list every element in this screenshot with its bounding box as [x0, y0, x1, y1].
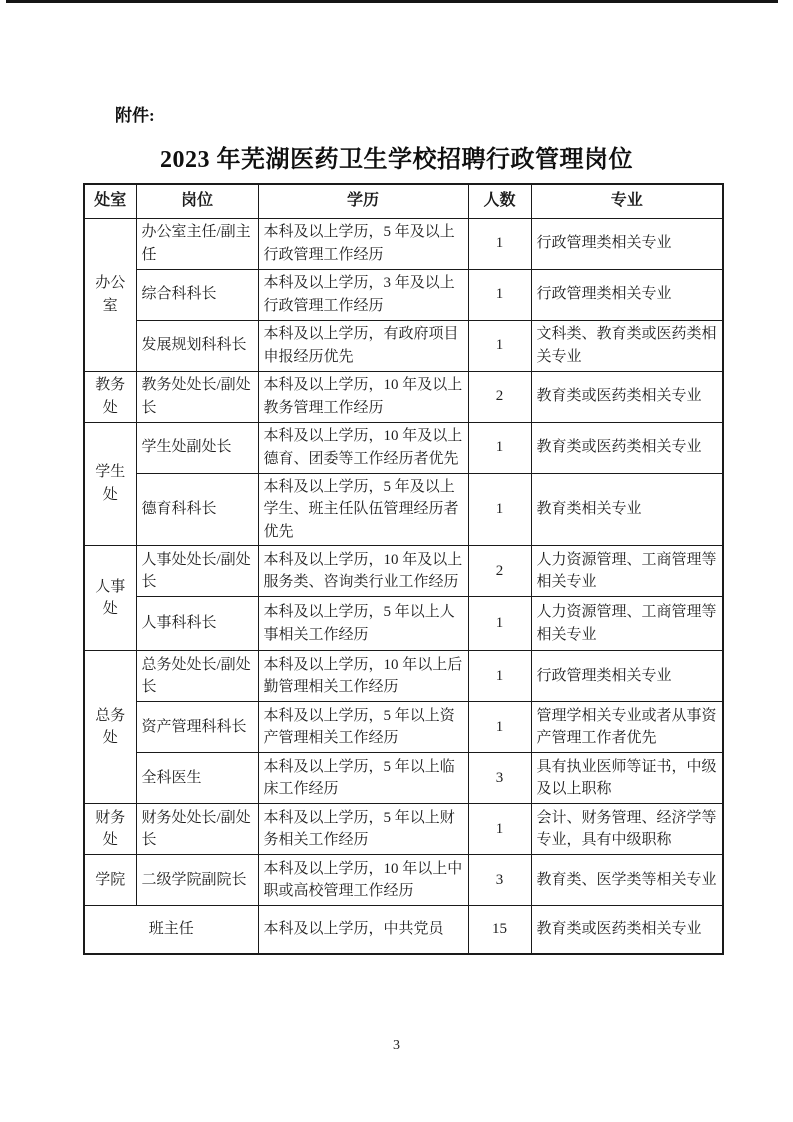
department-cell: 财务处	[84, 804, 136, 855]
position-cell: 二级学院副院长	[136, 855, 258, 906]
scan-artifact-line	[6, 0, 778, 3]
table-row	[84, 473, 723, 546]
attachment-label: 附件:	[115, 106, 155, 125]
major-cell: 教育类或医药类相关专业	[531, 422, 723, 473]
position-cell: 综合科科长	[136, 269, 258, 320]
table-row	[84, 804, 723, 855]
department-cell: 教务处	[84, 371, 136, 422]
position-cell: 资产管理科科长	[136, 702, 258, 753]
table-row	[84, 855, 723, 906]
education-cell: 本科及以上学历，10 年及以上教务管理工作经历	[258, 371, 468, 422]
major-cell: 教育类或医药类相关专业	[531, 371, 723, 422]
position-cell: 教务处处长/副处长	[136, 371, 258, 422]
major-cell: 行政管理类相关专业	[531, 651, 723, 702]
major-cell: 行政管理类相关专业	[531, 269, 723, 320]
department-cell: 学生处	[84, 422, 136, 546]
major-cell: 具有执业医师等证书，中级及以上职称	[531, 753, 723, 804]
count-cell: 1	[468, 422, 531, 473]
count-cell: 1	[468, 218, 531, 269]
education-cell: 本科及以上学历，5 年及以上学生、班主任队伍管理经历者优先	[258, 473, 468, 546]
education-cell: 本科及以上学历，5 年以上财务相关工作经历	[258, 804, 468, 855]
education-cell: 本科及以上学历，中共党员	[258, 906, 468, 954]
education-cell: 本科及以上学历，有政府项目申报经历优先	[258, 320, 468, 371]
position-cell: 人事科科长	[136, 597, 258, 651]
header-department: 处室	[84, 184, 136, 218]
count-cell: 1	[468, 702, 531, 753]
count-cell: 1	[468, 473, 531, 546]
count-cell: 3	[468, 753, 531, 804]
position-cell: 学生处副处长	[136, 422, 258, 473]
major-cell: 教育类或医药类相关专业	[531, 906, 723, 954]
header-education: 学历	[258, 184, 468, 218]
position-cell: 发展规划科科长	[136, 320, 258, 371]
education-cell: 本科及以上学历，5 年及以上行政管理工作经历	[258, 218, 468, 269]
table-row	[84, 753, 723, 804]
major-cell: 会计、财务管理、经济学等专业，具有中级职称	[531, 804, 723, 855]
table-row	[84, 371, 723, 422]
table-row	[84, 546, 723, 597]
major-cell: 行政管理类相关专业	[531, 218, 723, 269]
major-cell: 人力资源管理、工商管理等相关专业	[531, 546, 723, 597]
education-cell: 本科及以上学历，10 年及以上德育、团委等工作经历者优先	[258, 422, 468, 473]
education-cell: 本科及以上学历，5 年以上资产管理相关工作经历	[258, 702, 468, 753]
position-cell: 人事处处长/副处长	[136, 546, 258, 597]
education-cell: 本科及以上学历，5 年以上临床工作经历	[258, 753, 468, 804]
table-row	[84, 702, 723, 753]
major-cell: 教育类相关专业	[531, 473, 723, 546]
department-cell: 学院	[84, 855, 136, 906]
table-row	[84, 651, 723, 702]
department-cell: 人事处	[84, 546, 136, 651]
table-header-row	[84, 184, 723, 218]
department-cell: 总务处	[84, 651, 136, 804]
table-row	[84, 320, 723, 371]
position-cell: 办公室主任/副主任	[136, 218, 258, 269]
page-number: 3	[393, 1038, 400, 1053]
recruitment-table	[83, 183, 724, 955]
position-cell: 财务处处长/副处长	[136, 804, 258, 855]
count-cell: 1	[468, 597, 531, 651]
table-row	[84, 218, 723, 269]
count-cell: 1	[468, 804, 531, 855]
table-row	[84, 422, 723, 473]
table-row	[84, 269, 723, 320]
major-cell: 教育类、医学类等相关专业	[531, 855, 723, 906]
header-major: 专业	[531, 184, 723, 218]
position-cell: 德育科科长	[136, 473, 258, 546]
position-cell: 全科医生	[136, 753, 258, 804]
count-cell: 1	[468, 651, 531, 702]
education-cell: 本科及以上学历，10 年以上后勤管理相关工作经历	[258, 651, 468, 702]
education-cell: 本科及以上学历，3 年及以上行政管理工作经历	[258, 269, 468, 320]
education-cell: 本科及以上学历，10 年以上中职或高校管理工作经历	[258, 855, 468, 906]
table-row	[84, 597, 723, 651]
department-cell: 办公室	[84, 218, 136, 371]
header-position: 岗位	[136, 184, 258, 218]
position-cell: 总务处处长/副处长	[136, 651, 258, 702]
count-cell: 1	[468, 320, 531, 371]
count-cell: 1	[468, 269, 531, 320]
major-cell: 管理学相关专业或者从事资产管理工作者优先	[531, 702, 723, 753]
education-cell: 本科及以上学历，10 年及以上服务类、咨询类行业工作经历	[258, 546, 468, 597]
count-cell: 2	[468, 546, 531, 597]
page-title: 2023 年芜湖医药卫生学校招聘行政管理岗位	[160, 147, 633, 173]
table-row	[84, 906, 723, 954]
merged-position-cell: 班主任	[84, 906, 258, 954]
major-cell: 人力资源管理、工商管理等相关专业	[531, 597, 723, 651]
major-cell: 文科类、教育类或医药类相关专业	[531, 320, 723, 371]
count-cell: 15	[468, 906, 531, 954]
count-cell: 3	[468, 855, 531, 906]
education-cell: 本科及以上学历，5 年以上人事相关工作经历	[258, 597, 468, 651]
header-count: 人数	[468, 184, 531, 218]
count-cell: 2	[468, 371, 531, 422]
